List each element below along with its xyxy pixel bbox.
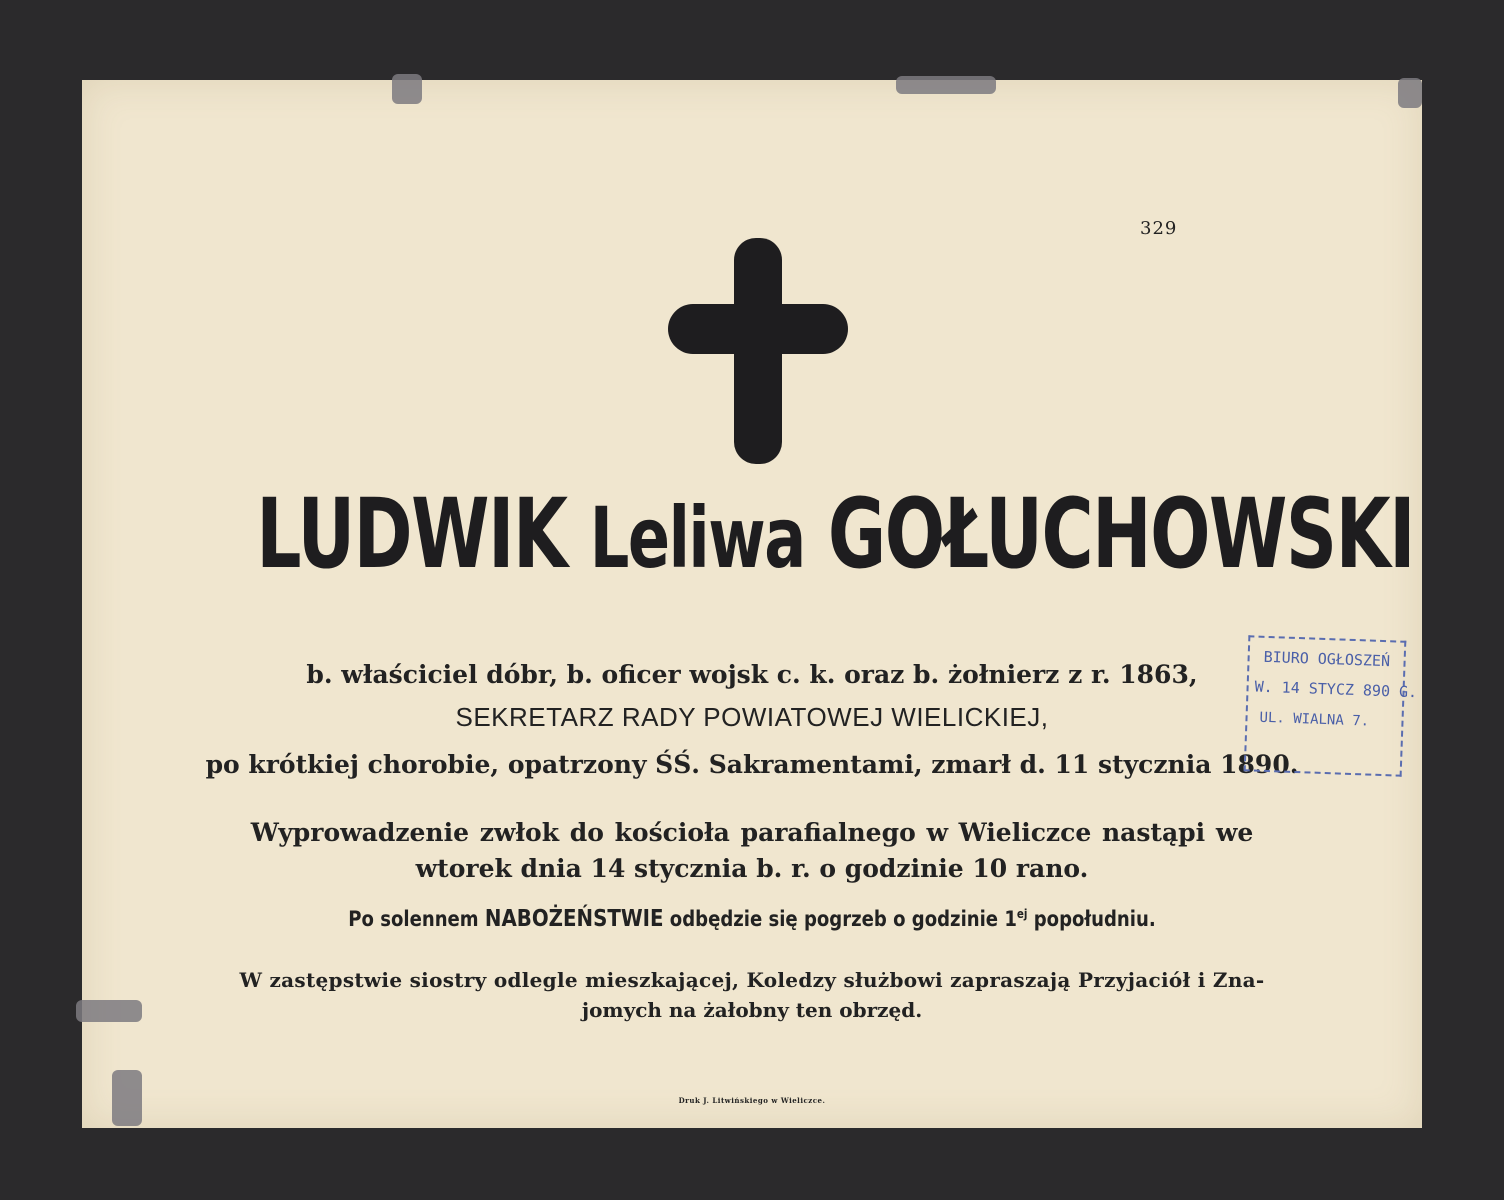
middle-name: Leliwa xyxy=(589,489,805,587)
invitation-line-2: jomych na żałobny ten obrzęd. xyxy=(581,998,923,1022)
cross-icon xyxy=(668,238,848,464)
stamp-line-1: BIURO OGŁOSZEŃ xyxy=(1263,647,1391,671)
stamp-line-3: UL. WIALNA 7. xyxy=(1259,709,1370,730)
service-line xyxy=(176,906,1328,932)
paper-damage xyxy=(1398,78,1422,108)
procession-line-2: wtorek dnia 14 stycznia b. r. o godzinie 10 rano. xyxy=(415,854,1089,883)
service-post: odbędzie się pogrzeb o godzinie 1 xyxy=(663,907,1017,931)
titles-line: b. właściciel dóbr, b. oficer wojsk c. k. oraz b. żołnierz z r. 1863, xyxy=(306,660,1198,689)
procession-line-1: Wyprowadzenie zwłok do kościoła parafialnego w Wieliczce nastąpi we xyxy=(250,818,1254,847)
printer-credit: Druk J. Litwińskiego w Wieliczce. xyxy=(678,1096,826,1105)
service-pre: Po solennem xyxy=(348,907,485,931)
position-line: SEKRETARZ RADY POWIATOWEJ WIELICKIEJ, xyxy=(455,702,1049,732)
service-end: popołudniu. xyxy=(1027,907,1156,931)
death-line: po krótkiej chorobie, opatrzony ŚŚ. Sakramentami, zmarł d. 11 stycznia 1890. xyxy=(205,750,1299,779)
invitation-line-1: W zastępstwie siostry odlegle mieszkającej, Koledzy służbowi zapraszają Przyjaciół i Zna- xyxy=(239,968,1265,992)
paper-damage xyxy=(896,76,996,94)
service-sup: ej xyxy=(1016,907,1028,921)
first-name: LUDWIK xyxy=(256,478,567,590)
paper-damage xyxy=(392,74,422,104)
last-name: GOŁUCHOWSKI xyxy=(827,478,1415,590)
notice-sheet xyxy=(82,80,1422,1128)
page-number: 329 xyxy=(1140,218,1178,239)
office-stamp xyxy=(1244,635,1418,776)
stamp-line-2: W. 14 STYCZ 890 G. xyxy=(1254,677,1418,702)
deceased-name xyxy=(256,478,1415,590)
service-emph: NABOŻEŃSTWIE xyxy=(484,906,664,932)
